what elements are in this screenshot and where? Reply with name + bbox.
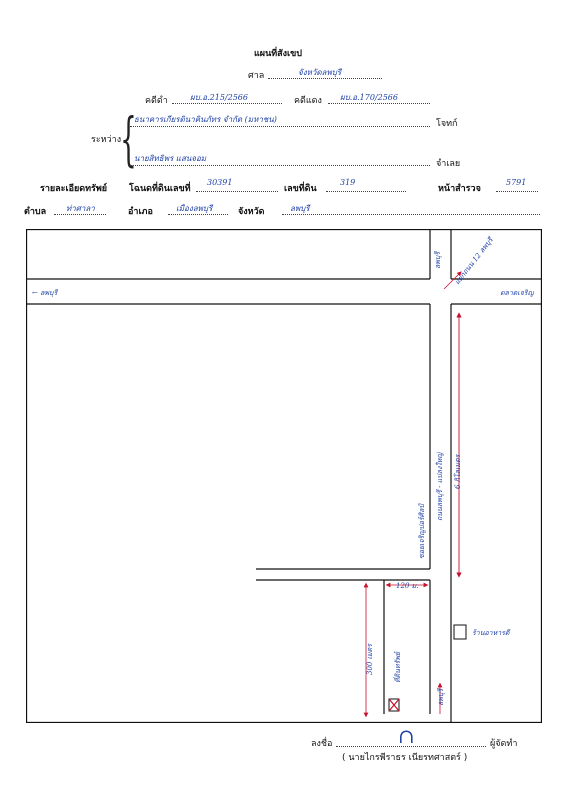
- property-details-label: รายละเอียดทรัพย์: [40, 184, 108, 194]
- district-label: อำเภอ: [128, 207, 153, 217]
- north-road-label: ลพบุรี: [434, 251, 442, 269]
- defendant-underline: [130, 165, 430, 166]
- width-label: 120 ม.: [396, 582, 419, 590]
- right-road-label: ตลาดเจริญ: [500, 289, 534, 297]
- subdistrict-label: ตำบล: [24, 207, 47, 217]
- sketch-map: [26, 229, 542, 723]
- plaintiff-underline: [130, 126, 430, 127]
- between-label: ระหว่าง: [91, 135, 122, 145]
- bottom-arrow-label: ลพบุรี: [437, 688, 445, 706]
- page-title: แผนที่สังเขป: [254, 49, 302, 59]
- main-road-label: ถนนลพบุรี - แปลงใหญ่: [436, 452, 444, 521]
- deed-label: โฉนดที่ดินเลขที่: [129, 184, 191, 194]
- shop-label: ร้านอาหารดี: [472, 629, 510, 637]
- case-black-value: ผบ.อ.215/2566: [190, 93, 248, 102]
- deed-value: 30391: [207, 178, 233, 187]
- survey-value: 5791: [506, 178, 527, 187]
- province-value: ลพบุรี: [290, 204, 310, 213]
- court-value: จังหวัดลพบุรี: [298, 68, 342, 77]
- case-black-label: คดีดำ: [145, 96, 168, 106]
- shop-marker: [454, 625, 466, 639]
- parcel-label: เลขที่ดิน: [284, 184, 317, 194]
- plaintiff-label: โจทก์: [436, 119, 458, 129]
- plot-label: ที่ดินทรัพย์: [394, 651, 402, 683]
- defendant-label: จำเลย: [436, 159, 461, 169]
- case-black-underline: [172, 103, 282, 104]
- subdistrict-underline: [54, 214, 106, 215]
- length-label: 300 เมตร: [366, 644, 374, 675]
- junction-label: แยกถนน 12 ลพบุรี: [453, 236, 495, 287]
- subdistrict-value: ท่าศาลา: [66, 204, 95, 213]
- parcel-underline: [326, 191, 406, 192]
- left-road-label: ← ลพบุรี: [32, 289, 58, 297]
- district-underline: [168, 214, 228, 215]
- signature: ∩: [398, 724, 415, 748]
- role-label: ผู้จัดทำ: [490, 739, 518, 749]
- case-red-underline: [328, 103, 430, 104]
- defendant-value: นายสิทธิพร แสนจอม: [134, 154, 207, 163]
- court-label: ศาล: [248, 71, 265, 81]
- survey-label: หน้าสำรวจ: [438, 184, 481, 194]
- side-road-label: ซอยเจริญปอร์ศิลป์: [418, 504, 426, 559]
- province-label: จังหวัด: [238, 207, 265, 217]
- province-underline: [282, 214, 540, 215]
- court-underline: [268, 78, 382, 79]
- sign-label: ลงชื่อ: [311, 739, 333, 749]
- case-red-value: ผบ.อ.170/2566: [340, 93, 398, 102]
- between-brace: {: [120, 105, 137, 173]
- survey-underline: [496, 191, 538, 192]
- signer-name: ( นายไกรพีราธร เนียรทศาสตร์ ): [342, 753, 468, 763]
- plaintiff-value: ธนาคารเกียรตินาคินภัทร จำกัด (มหาชน): [134, 115, 277, 124]
- case-red-label: คดีแดง: [294, 96, 322, 106]
- deed-underline: [196, 191, 278, 192]
- distance-6km-label: 6 กิโลเมตร: [454, 454, 462, 489]
- parcel-value: 319: [340, 178, 356, 187]
- district-value: เมืองลพบุรี: [176, 204, 213, 213]
